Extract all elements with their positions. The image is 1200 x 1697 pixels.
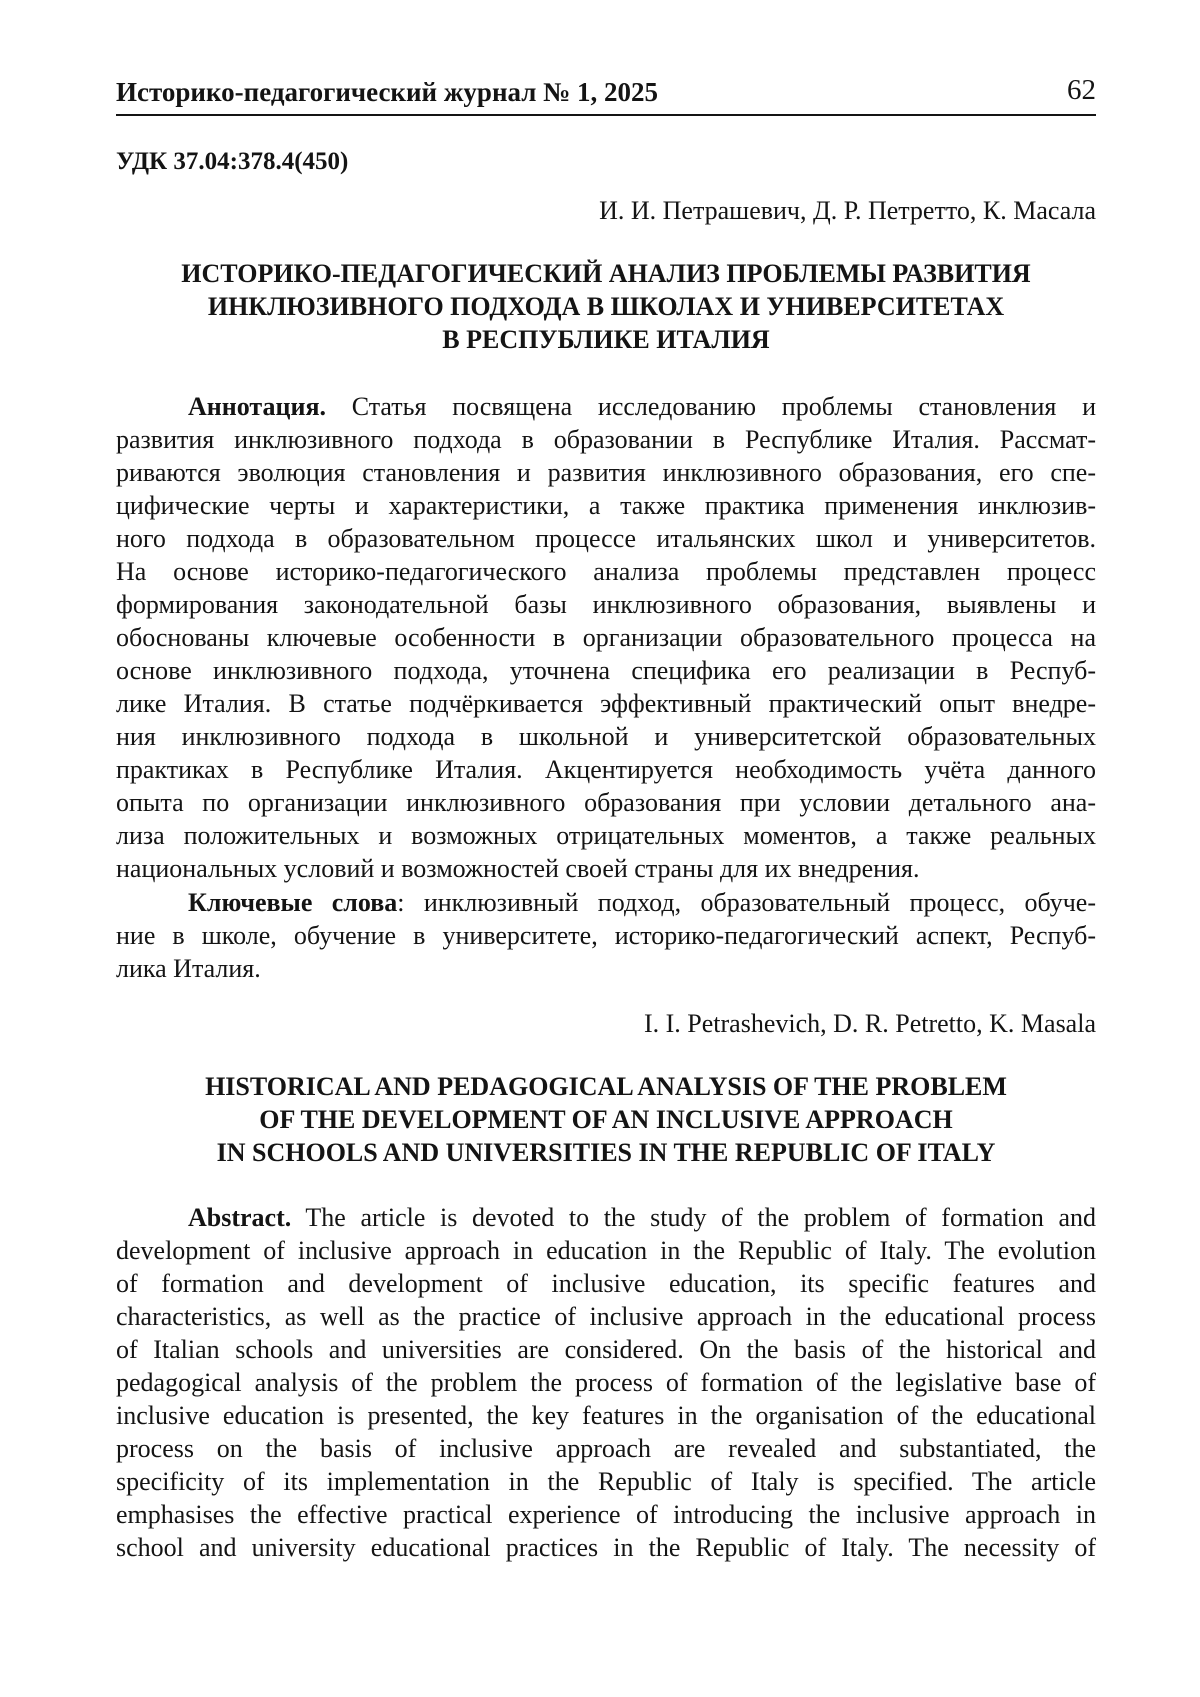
text-line bbox=[116, 390, 1096, 423]
authors-russian: И. И. Петрашевич, Д. Р. Петретто, К. Масала bbox=[599, 196, 1096, 225]
text-line: school and university educational practices in the Republic of Italy. The necessity of bbox=[116, 1533, 1096, 1562]
text-line: of Italian schools and universities are considered. On the basis of the historical and bbox=[116, 1335, 1096, 1364]
title-line: ИНКЛЮЗИВНОГО ПОДХОДА В ШКОЛАХ И УНИВЕРСИТЕТАХ bbox=[207, 292, 1005, 321]
abstract-paragraph bbox=[116, 1201, 1096, 1564]
annotation-text: Статья посвящена исследованию проблемы становления и bbox=[326, 392, 1096, 421]
keywords-text: : инклюзивный подход, образовательный процесс, обуче- bbox=[397, 888, 1096, 917]
annotation-paragraph bbox=[116, 390, 1096, 885]
text-line: development of inclusive approach in education in the Republic of Italy. The evolution bbox=[116, 1236, 1096, 1265]
title-line: В РЕСПУБЛИКЕ ИТАЛИЯ bbox=[442, 325, 770, 354]
journal-title: Историко-педагогический журнал № 1, 2025 bbox=[116, 77, 659, 107]
annotation-label: Аннотация. bbox=[188, 392, 327, 421]
text-line bbox=[116, 1201, 1096, 1234]
article-title-english bbox=[116, 1070, 1096, 1169]
title-line: HISTORICAL AND PEDAGOGICAL ANALYSIS OF THE PROBLEM bbox=[205, 1072, 1007, 1101]
keywords-paragraph bbox=[116, 886, 1096, 985]
text-line: ного подхода в образовательном процессе итальянских школ и университетов. bbox=[116, 524, 1096, 553]
text-line: основе инклюзивного подхода, уточнена специфика его реализации в Респуб- bbox=[116, 656, 1096, 685]
authors-english: I. I. Petrashevich, D. R. Petretto, K. Masala bbox=[643, 1009, 1096, 1038]
text-line: лике Италия. В статье подчёркивается эффективный практический опыт внедре- bbox=[116, 689, 1096, 718]
text-line: of formation and development of inclusive education, its specific features and bbox=[116, 1269, 1096, 1298]
text-line: inclusive education is presented, the key features in the organisation of the educational bbox=[116, 1401, 1096, 1430]
running-header bbox=[116, 72, 1096, 116]
text-line: pedagogical analysis of the problem the process of formation of the legislative base of bbox=[116, 1368, 1096, 1397]
title-line: ИСТОРИКО-ПЕДАГОГИЧЕСКИЙ АНАЛИЗ ПРОБЛЕМЫ РАЗВИТИЯ bbox=[181, 259, 1031, 288]
page-number: 62 bbox=[1067, 74, 1096, 106]
text-line: национальных условий и возможностей своей страны для их внедрения. bbox=[116, 854, 920, 883]
text-line: лика Италия. bbox=[116, 954, 261, 983]
text-line: На основе историко-педагогического анализа проблемы представлен процесс bbox=[116, 557, 1096, 586]
abstract-text: The article is devoted to the study of the problem of formation and bbox=[291, 1203, 1096, 1232]
text-line: ния инклюзивного подхода в школьной и университетской образовательных bbox=[116, 722, 1096, 751]
text-line: опыта по организации инклюзивного образования при условии детального ана- bbox=[116, 788, 1096, 817]
text-line: развития инклюзивного подхода в образовании в Республике Италия. Рассмат- bbox=[116, 425, 1096, 454]
text-line: specificity of its implementation in the Republic of Italy is specified. The article bbox=[116, 1467, 1096, 1496]
text-line: цифические черты и характеристики, а также практика применения инклюзив- bbox=[116, 491, 1096, 520]
text-line: ние в школе, обучение в университете, историко-педагогический аспект, Респуб- bbox=[116, 921, 1096, 950]
udk-code: УДК 37.04:378.4(450) bbox=[116, 148, 349, 175]
text-line: практиках в Республике Италия. Акцентируется необходимость учёта данного bbox=[116, 755, 1096, 784]
text-line: формирования законодательной базы инклюзивного образования, выявлены и bbox=[116, 590, 1096, 619]
text-line: process on the basis of inclusive approach are revealed and substantiated, the bbox=[116, 1434, 1096, 1463]
keywords-label: Ключевые слова bbox=[188, 888, 398, 917]
text-line: риваются эволюция становления и развития инклюзивного образования, его спе- bbox=[116, 458, 1096, 487]
title-line: IN SCHOOLS AND UNIVERSITIES IN THE REPUBLIC OF ITALY bbox=[216, 1138, 996, 1167]
title-line: OF THE DEVELOPMENT OF AN INCLUSIVE APPROACH bbox=[259, 1105, 953, 1134]
text-line bbox=[116, 886, 1096, 919]
abstract-label: Abstract. bbox=[188, 1203, 292, 1232]
text-line: characteristics, as well as the practice of inclusive approach in the educational process bbox=[116, 1302, 1096, 1331]
text-line: лиза положительных и возможных отрицательных моментов, а также реальных bbox=[116, 821, 1096, 850]
text-line: обоснованы ключевые особенности в организации образовательного процесса на bbox=[116, 623, 1096, 652]
text-line: emphasises the effective practical experience of introducing the inclusive approach in bbox=[116, 1500, 1096, 1529]
article-title-russian bbox=[116, 257, 1096, 356]
